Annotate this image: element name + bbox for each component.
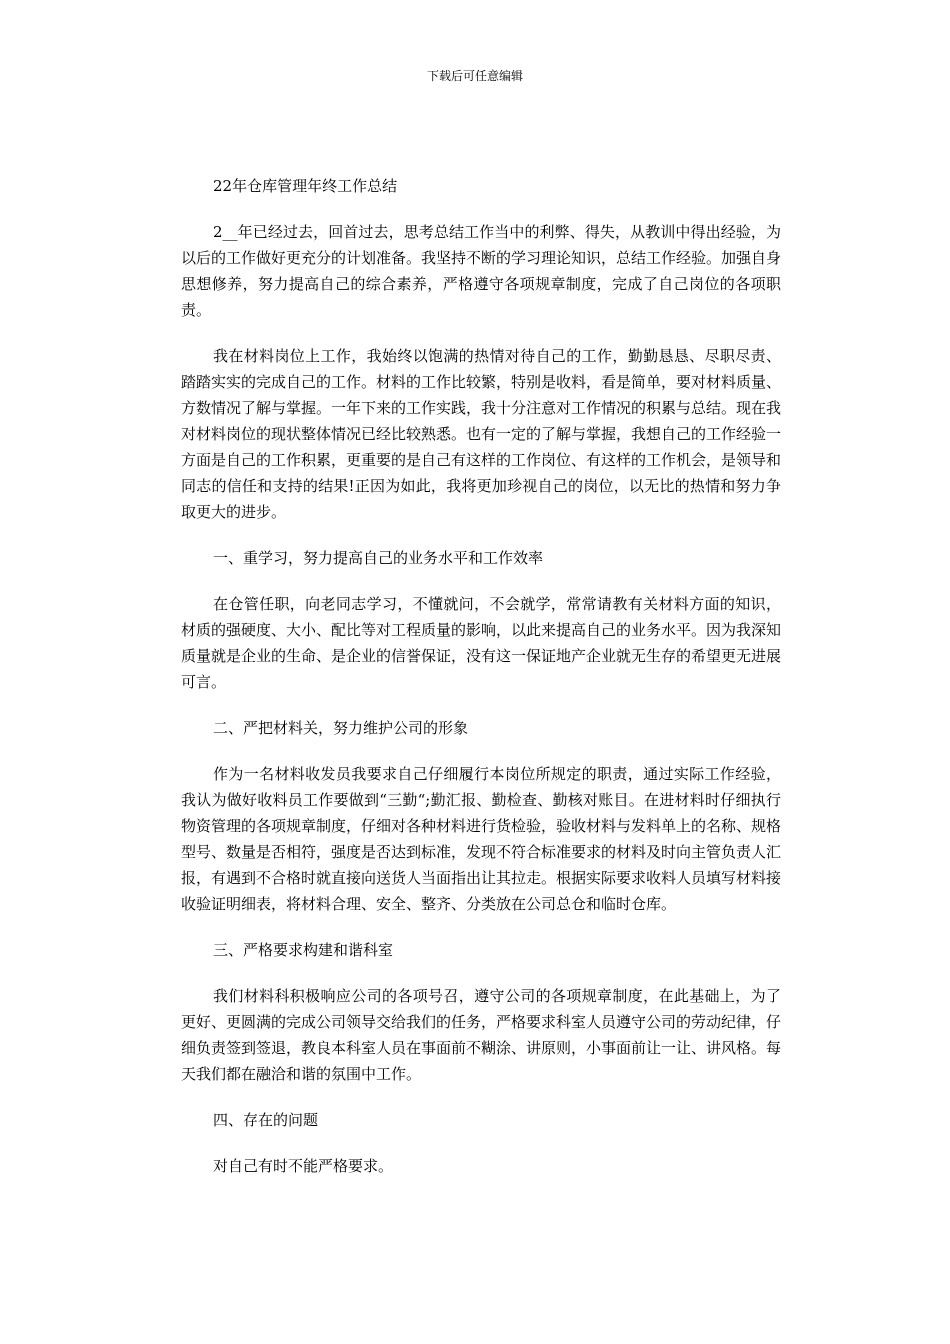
document-title: 22年仓库管理年终工作总结 xyxy=(213,177,398,195)
section-heading-2: 二、严把材料关，努力维护公司的形象 xyxy=(213,719,469,737)
section-heading-4: 四、存在的问题 xyxy=(213,1111,319,1129)
paragraph-section-1: 在仓管任职，向老同志学习，不懂就问，不会就学，常常请教有关材料方面的知识，材质的强硬度、大小、配比等对工程质量的影响，以此来提高自己的业务水平。因为我深知质量就是企业的生命、是企业的信誉保证，没有这一保证地产企业就无生存的希望更无进展可言。 xyxy=(181,595,782,691)
paragraph-material-role: 我在材料岗位上工作，我始终以饱满的热情对待自己的工作，勤勤恳恳、尽职尽责、踏踏实实的完成自己的工作。材料的工作比较繁，特别是收料，看是简单，要对材料质量、方数情况了解与掌握。一年下来的工作实践，我十分注意对工作情况的积累与总结。现在我对材料岗位的现状整体情况已经比较熟悉。也有一定的了解与掌握，我想自己的工作经验一方面是自己的工作积累，更重要的是自己有这样的工作岗位、有这样的工作机会，是领导和同志的信任和支持的结果!正因为如此，我将更加珍视自己的岗位，以无比的热情和努力争取更大的进步。 xyxy=(181,347,782,521)
paragraph-intro: 2__年已经过去，回首过去，思考总结工作当中的利弊、得失，从教训中得出经验，为以后的工作做好更充分的计划准备。我坚持不断的学习理论知识，总结工作经验。加强自身思想修养，努力提高自己的综合素养，严格遵守各项规章制度，完成了自己岗位的各项职责。 xyxy=(181,223,782,319)
header-note: 下载后可任意编辑 xyxy=(426,69,523,83)
paragraph-section-3: 我们材料科积极响应公司的各项号召，遵守公司的各项规章制度，在此基础上，为了更好、更圆满的完成公司领导交给我们的任务，严格要求科室人员遵守公司的劳动纪律，仔细负责签到签退，教良本科室人员在事面前不糊涂、讲原则，小事面前让一让、讲风格。每天我们都在融洽和谐的氛围中工作。 xyxy=(181,987,782,1083)
section-heading-1: 一、重学习，努力提高自己的业务水平和工作效率 xyxy=(213,549,544,567)
paragraph-section-2: 作为一名材料收发员我要求自己仔细履行本岗位所规定的职责，通过实际工作经验，我认为做好收料员工作要做到“三勤“;勤汇报、勤检查、勤核对账目。在进材料时仔细执行物资管理的各项规章制度，仔细对各种材料进行货检验，验收材料与发料单上的名称、规格型号、数量是否相符，强度是否达到标准，发现不符合标准要求的材料及时向主管负责人汇报，有遇到不合格时就直接向送货人当面指出让其拉走。根据实际要求收料人员填写材料接收验证明细表，将材料合理、安全、整齐、分类放在公司总仓和临时仓库。 xyxy=(181,765,782,913)
document-body xyxy=(181,173,781,1179)
paragraph-section-4: 对自己有时不能严格要求。 xyxy=(213,1157,394,1175)
section-heading-3: 三、严格要求构建和谐科室 xyxy=(213,941,394,959)
